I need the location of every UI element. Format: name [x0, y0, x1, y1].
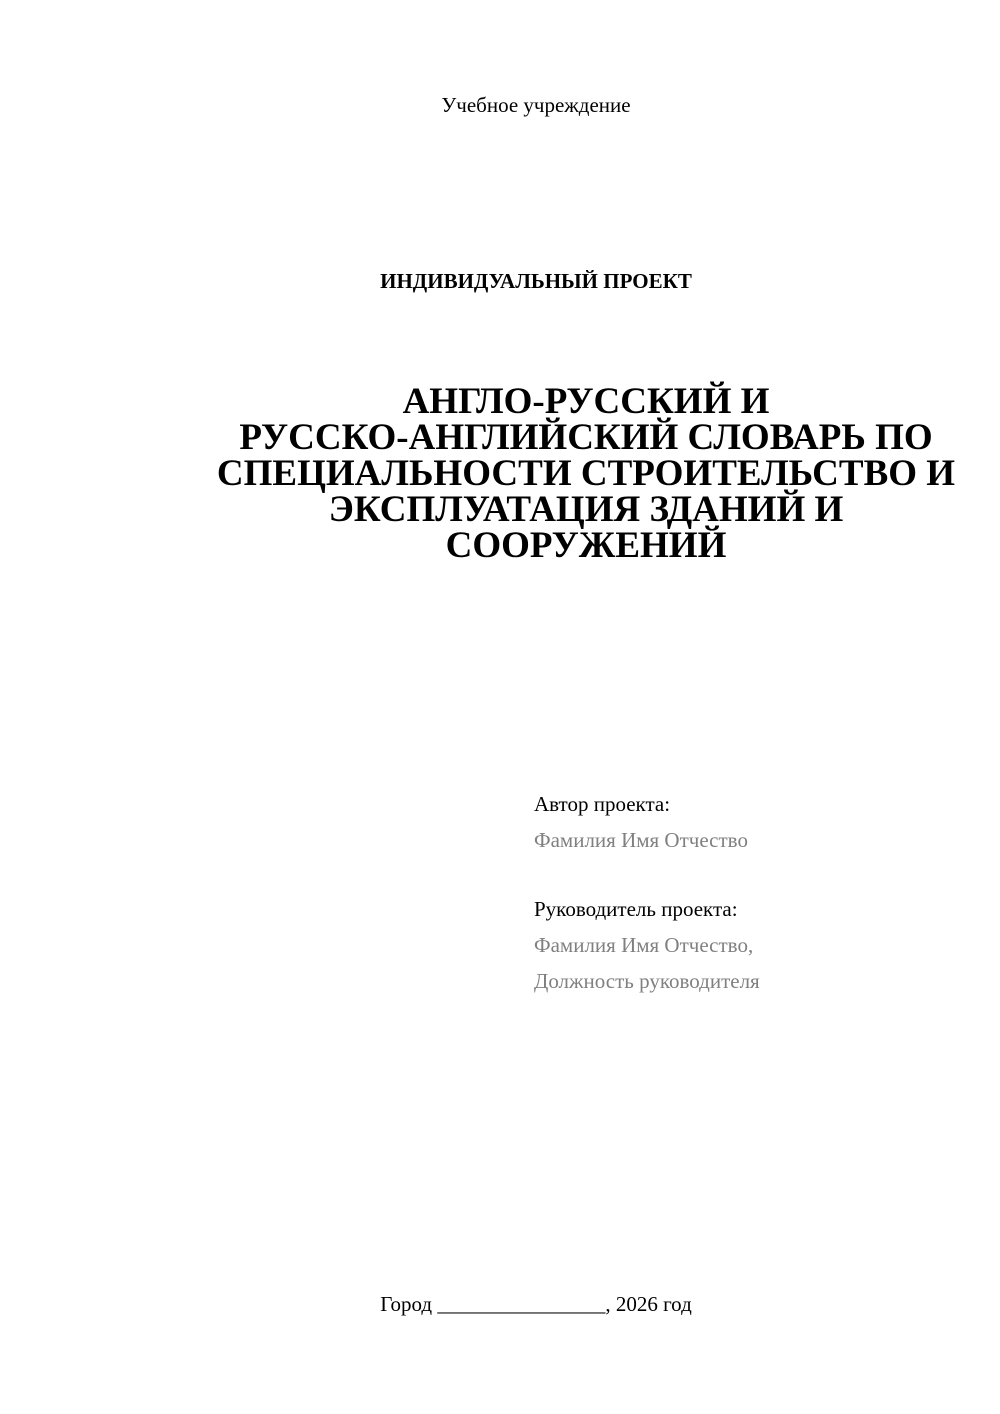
supervisor-name: Фамилия Имя Отчество, — [534, 933, 754, 957]
supervisor-label: Руководитель проекта: — [534, 897, 738, 921]
project-title-line: СООРУЖЕНИЙ — [445, 525, 727, 566]
author-label: Автор проекта: — [534, 792, 671, 816]
supervisor-block — [534, 891, 954, 999]
project-title — [60, 381, 1000, 566]
project-title-line: ЭКСПЛУАТАЦИЯ ЗДАНИЙ И — [328, 489, 844, 530]
project-title-line: РУССКО-АНГЛИЙСКИЙ СЛОВАРЬ ПО — [239, 417, 933, 458]
project-title-line: СПЕЦИАЛЬНОСТИ СТРОИТЕЛЬСТВО И — [216, 453, 956, 494]
city-year-line: Город ________________, 2026 год — [380, 1292, 692, 1316]
project-type-heading: ИНДИВИДУАЛЬНЫЙ ПРОЕКТ — [380, 269, 692, 293]
institution-name: Учебное учреждение — [441, 93, 631, 117]
supervisor-position: Должность руководителя — [534, 969, 760, 993]
author-block — [534, 786, 954, 858]
project-title-line: АНГЛО-РУССКИЙ И — [402, 381, 770, 422]
author-name: Фамилия Имя Отчество — [534, 828, 748, 852]
